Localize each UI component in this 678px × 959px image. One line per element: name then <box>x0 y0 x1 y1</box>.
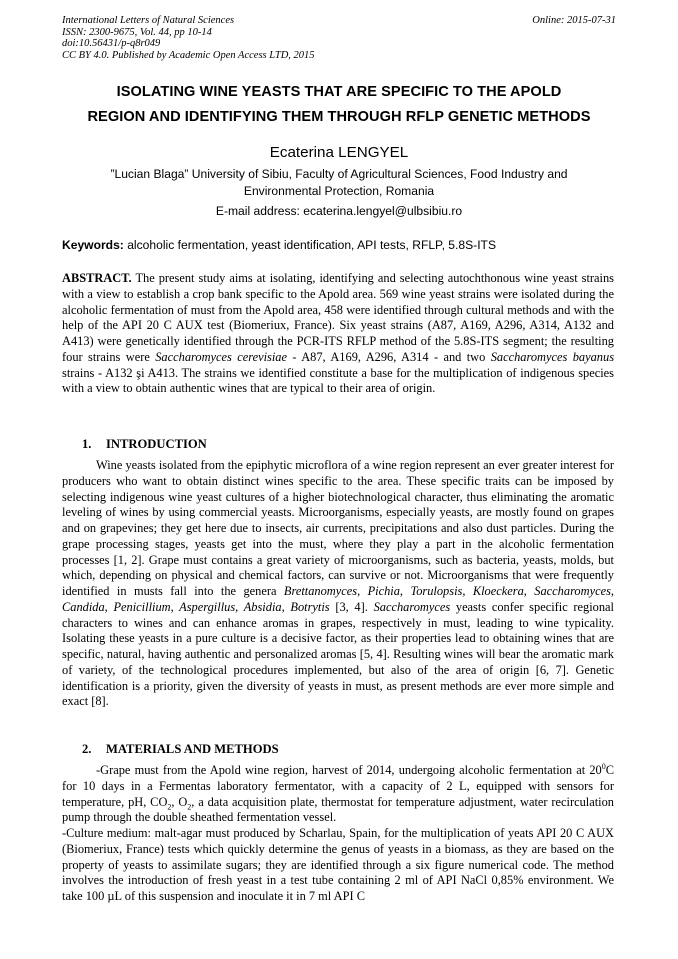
running-header <box>62 15 616 61</box>
license-line: CC BY 4.0. Published by Academic Open Access LTD, 2015 <box>62 49 315 61</box>
intro-text-3: yeasts confer specific regional characters to wines and can enhance aromas in grapes, respectively in must, leading to wine typicality. Isolating these yeasts in a pure culture is a decisive factor, as their properties lead to obtaining wines that are specific, natural, having authentic and personalized aromas [5, 4]. Resulting wines will bear the aromatic mark of variety, of the technological procedures implemented, but also of the area of origin [6, 7]. Genetic identification is a priority, given the diversity of yeasts in must, as present methods are ever more simple and exact [8]. <box>62 599 615 709</box>
journal-name: International Letters of Natural Sciences <box>62 15 235 26</box>
section-title: INTRODUCTION <box>106 437 207 451</box>
author-name: Ecaterina LENGYEL <box>269 144 409 161</box>
abstract-label: ABSTRACT. <box>62 271 132 285</box>
keywords-text: alcoholic fermentation, yeast identification, API tests, RFLP, 5.8S-ITS <box>123 238 497 252</box>
author-email: E-mail address: ecaterina.lengyel@ulbsibiu.ro <box>215 204 463 218</box>
intro-genera: Brettanomyces, Pichia, Torulopsis, Kloeckera, Saccharomyces, Candida, Penicillium, Aspergillus, Absidia, Botrytis <box>62 584 614 614</box>
methods-text-1a: -Grape must from the Apold wine region, harvest of 2014, undergoing alcoholic fermentation at 20 <box>96 763 602 777</box>
paper-title <box>40 80 638 130</box>
o2-subscript: 2 <box>187 801 192 811</box>
methods-text <box>62 763 614 905</box>
intro-paragraph <box>62 458 614 710</box>
section-title: MATERIALS AND METHODS <box>106 742 279 756</box>
intro-text-1: Wine yeasts isolated from the epiphytic microflora of a wine region represent an ever greater interest for producers who want to obtain distinct wines specific to the area. These specific traits can be imposed by selecting indigenous wine yeast cultures of a higher biotechnological character, thus eliminating the aromatic leveling of wines by using commercial yeasts. Microorganisms, especially yeasts, are mostly found on grapes and on grapevines; they get here due to insects, air currents, precipitations and also dust particles. During the grape processing stages, yeasts get into the must, where they play a part in the alcoholic fermentation processes [1, 2]. Grape must contains a great variety of microorganisms, such as bacteria, yeasts, molds, but which, depending on physical and chemical factors, can survive or not. Microorganisms that were frequently identified in musts fall into the genera <box>62 458 614 598</box>
methods-text-1b: C for 10 days in a Fermentas laboratory fermentator, with a capacity of 2 L, equipped with sensors for temperature, pH, CO <box>62 763 614 809</box>
abstract-text-3: strains - A132 şi A413. The strains we identified constitute a base for the multiplication of indigenous species with a view to obtain authentic wines that are typical to their area of origin. <box>62 365 614 396</box>
abstract-species-1: Saccharomyces cerevisiae <box>155 349 287 364</box>
co2-subscript: 2 <box>167 801 172 811</box>
title-line-2: REGION AND IDENTIFYING THEM THROUGH RFLP GENETIC METHODS <box>87 109 591 125</box>
doi-line: doi:10.56431/p-q8r049 <box>62 38 161 50</box>
abstract-species-2: Saccharomyces bayanus <box>490 349 615 364</box>
methods-text-1d: , a data acquisition plate, thermostat for temperature adjustment, water recirculation pump through the double sheathed fermentation vessel. <box>62 794 614 825</box>
degree-superscript: 0 <box>601 761 606 771</box>
abstract-text-1: The present study aims at isolating, identifying and selecting autochthonous wine yeast strains with a view to establish a crop bank specific to the Apold area. 569 wine yeast strains were isolated during the alcoholic fermentation of must from the Apold area, 458 were identified through cultural methods and with the help of the API 20 C AUX test (Biomeriux, France). Six yeast strains (A87, A169, A296, A314, A132 and A413) were genetically identified through the PCR-ITS RFLP method of the 5.8S-ITS segment; the resulting four strains were <box>62 271 614 364</box>
online-date: Online: 2015-07-31 <box>532 15 616 26</box>
abstract <box>62 271 614 397</box>
affiliation <box>60 166 618 199</box>
intro-text-2: [3, 4]. <box>329 599 374 614</box>
title-line-1: ISOLATING WINE YEASTS THAT ARE SPECIFIC TO THE APOLD <box>116 84 562 100</box>
intro-saccharomyces: Saccharomyces <box>373 599 451 614</box>
methods-paragraph-2: -Culture medium: malt-agar must produced by Scharlau, Spain, for the multiplication of yeats API 20 C AUX (Biomeriux, France) tests which quickly determine the genus of yeasts in a biomass, as they are based on the property of yeasts to assimilate sugars; they are identified through a six figure numerical code. The method involves the introduction of fresh yeast in a test tube containing 2 ml of API NaCl 0,85% environment. We take 100 µL of this suspension and inoculate it in 7 ml API C <box>62 826 614 903</box>
keywords <box>62 237 616 253</box>
methods-paragraph-1 <box>62 763 614 826</box>
affiliation-line-1: ”Lucian Blaga” University of Sibiu, Faculty of Agricultural Sciences, Food Industry and <box>110 167 568 181</box>
methods-text-1c: , O <box>171 794 188 809</box>
introduction-text <box>62 458 614 710</box>
section-number: 2. <box>82 742 92 756</box>
section-heading-methods <box>82 741 279 757</box>
keywords-label: Keywords: <box>62 238 124 252</box>
issn-line: ISSN: 2300-9675, Vol. 44, pp 10-14 <box>62 26 212 38</box>
affiliation-line-2: Environmental Protection, Romania <box>243 183 435 198</box>
abstract-text-2: - A87, A169, A296, A314 - and two <box>287 349 491 364</box>
section-number: 1. <box>82 437 92 451</box>
section-heading-introduction <box>82 436 207 452</box>
